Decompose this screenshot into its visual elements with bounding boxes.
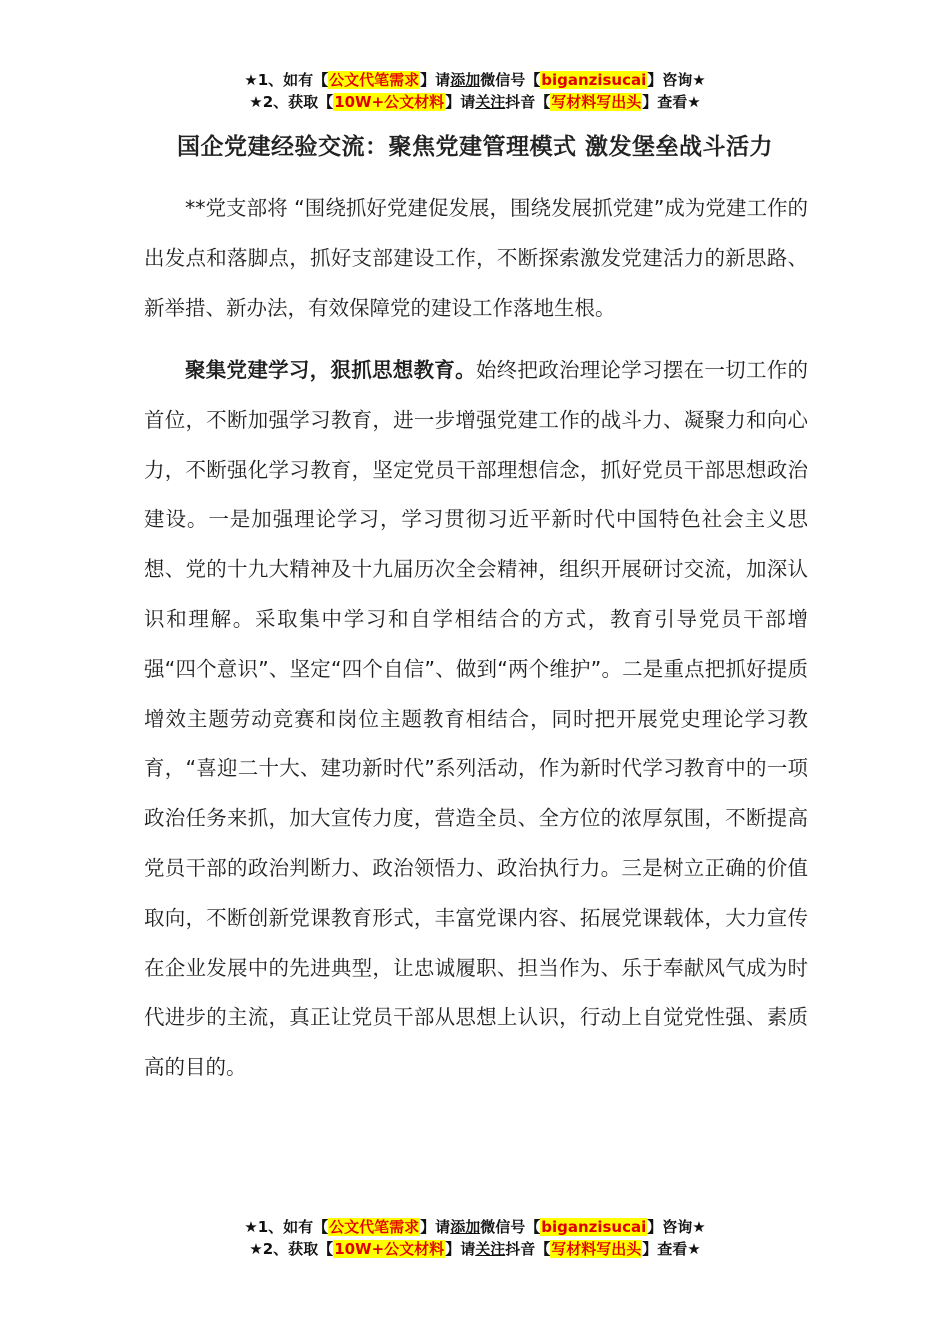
document-title: 国企党建经验交流：聚焦党建管理模式 激发堡垒战斗活力 <box>176 134 773 160</box>
promo-underlined-text: 添加 <box>450 71 481 89</box>
promo-line-1 <box>0 1216 950 1238</box>
promo-text: 】请 <box>445 93 476 111</box>
section-paragraph <box>144 346 808 1093</box>
promo-text: 抖音【 <box>505 93 551 111</box>
promo-text: 微信号【 <box>480 71 541 89</box>
promo-highlight: 写材料写出头 <box>551 1240 642 1258</box>
promo-highlight: 10W+公文材料 <box>334 93 445 111</box>
promo-text: ★2、获取【 <box>249 93 334 111</box>
promo-underlined-text: 关注 <box>475 1240 506 1258</box>
promo-text: 】查看★ <box>642 1240 701 1258</box>
promo-highlight: biganzisucai <box>541 1218 647 1236</box>
promo-highlight: 公文代笔需求 <box>329 71 420 89</box>
promo-text: 微信号【 <box>480 1218 541 1236</box>
promo-text: 】请 <box>420 71 451 89</box>
intro-section <box>144 184 808 333</box>
promo-text: 】咨询★ <box>647 71 706 89</box>
promo-text: ★1、如有【 <box>244 71 329 89</box>
section-body: 始终把政治理论学习摆在一切工作的首位，不断加强学习教育，进一步增强党建工作的战斗力、凝聚力和向心力，不断强化学习教育，坚定党员干部理想信念，抓好党员干部思想政治建设。一是加强理论学习，学习贯彻习近平新时代中国特色社会主义思想、党的十九大精神及十九届历次全会精神，组织开展研讨交流，加深认识和理解。采取集中学习和自学相结合的方式，教育引导党员干部增强“四个意识”、坚定“四个自信”、做到“两个维护”。二是重点把抓好提质增效主题劳动竞赛和岗位主题教育相结合，同时把开展党史理论学习教育，“喜迎二十大、建功新时代”系列活动，作为新时代学习教育中的一项政治任务来抓，加大宣传力度，营造全员、全方位的浓厚氛围，不断提高党员干部的政治判断力、政治领悟力、政治执行力。三是树立正确的价值取向，不断创新党课教育形式，丰富党课内容、拓展党课载体，大力宣传在企业发展中的先进典型，让忠诚履职、担当作为、乐于奉献风气成为时代进步的主流，真正让党员干部从思想上认识，行动上自觉党性强、素质高的目的。 <box>144 358 809 1080</box>
promo-text: ★2、获取【 <box>249 1240 334 1258</box>
promo-text: 】请 <box>445 1240 476 1258</box>
promo-text: 】查看★ <box>642 93 701 111</box>
section-study <box>144 346 808 1093</box>
promo-underlined-text: 关注 <box>475 93 506 111</box>
intro-paragraph: **党支部将 “围绕抓好党建促发展，围绕发展抓党建”成为党建工作的出发点和落脚点，抓好支部建设工作，不断探索激发党建活力的新思路、新举措、新办法，有效保障党的建设工作落地生根。 <box>144 196 808 320</box>
promo-highlight: 公文代笔需求 <box>329 1218 420 1236</box>
promo-highlight: 10W+公文材料 <box>334 1240 445 1258</box>
promo-banner-bottom <box>0 1216 950 1260</box>
promo-highlight: 写材料写出头 <box>551 93 642 111</box>
promo-text: 】请 <box>420 1218 451 1236</box>
promo-text: ★1、如有【 <box>244 1218 329 1236</box>
promo-line-2 <box>0 91 950 113</box>
promo-highlight: biganzisucai <box>541 71 647 89</box>
promo-underlined-text: 添加 <box>450 1218 481 1236</box>
section-lead: 聚集党建学习，狠抓思想教育。 <box>185 358 476 382</box>
promo-text: 抖音【 <box>505 1240 551 1258</box>
promo-line-2 <box>0 1238 950 1260</box>
promo-line-1 <box>0 69 950 91</box>
promo-text: 】咨询★ <box>647 1218 706 1236</box>
promo-banner-top <box>0 69 950 113</box>
